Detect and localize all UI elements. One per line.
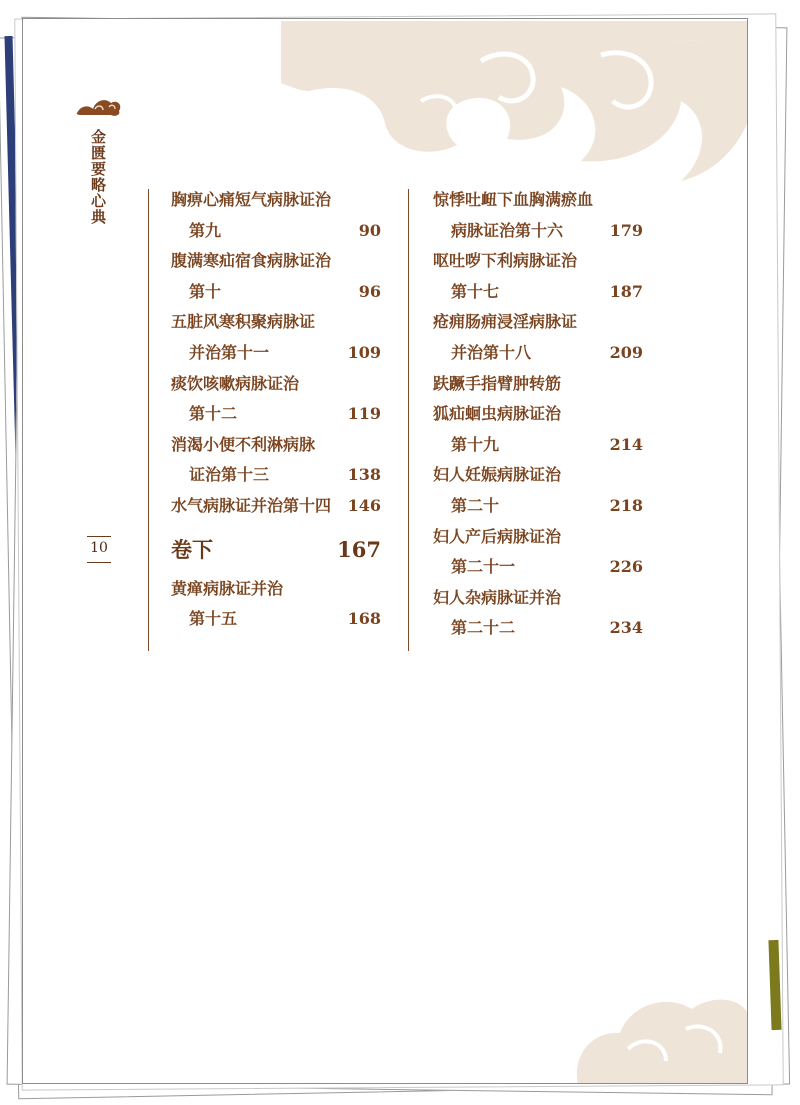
toc-entry-title: 妇人杂病脉证并治 [433, 587, 562, 607]
toc-entry-title: 五脏风寒积聚病脉证 [171, 312, 316, 332]
toc-entry-page: 109 [347, 342, 381, 362]
toc-entry [433, 307, 643, 338]
toc-entry-page: 146 [347, 495, 381, 515]
toc-entry-page: 226 [609, 557, 643, 577]
toc-entry-title: 黄瘅病脉证并治 [171, 578, 284, 598]
toc-entry [433, 369, 643, 400]
toc-entry [433, 583, 643, 614]
toc-entry-page: 90 [358, 220, 381, 240]
toc-entry [433, 430, 643, 461]
toc-entry-title: 并治第十八 [451, 342, 532, 362]
folio-rule-top [87, 536, 111, 537]
toc-entry [433, 399, 643, 430]
toc-entry-title: 痰饮咳嗽病脉证治 [171, 373, 300, 393]
book-title: 金匮要略心典 [89, 129, 107, 225]
toc-entry [433, 522, 643, 553]
folio-rule-bottom [87, 562, 111, 563]
toc-entry-title: 并治第十一 [189, 342, 270, 362]
toc-section-heading [171, 528, 381, 572]
toc-entry [171, 338, 381, 369]
toc-entry-title: 第二十 [451, 495, 500, 515]
toc-entry [433, 246, 643, 277]
toc-entry [171, 216, 381, 247]
toc-entry-title: 第十 [189, 281, 222, 301]
cloud-pattern-top [281, 21, 748, 191]
toc-entry-title: 证治第十三 [189, 465, 270, 485]
toc-entry [433, 216, 643, 247]
toc-entry-title: 第二十一 [451, 557, 516, 577]
toc-entry [171, 307, 381, 338]
toc-column-right [433, 185, 643, 644]
toc-entry [171, 277, 381, 308]
toc-entry-title: 妇人妊娠病脉证治 [433, 465, 562, 485]
toc-entry-title: 第十二 [189, 404, 238, 424]
toc-entry-title: 狐疝蛔虫病脉证治 [433, 404, 562, 424]
toc-entry [171, 246, 381, 277]
toc-entry [171, 574, 381, 605]
toc-entry [433, 185, 643, 216]
toc-entry-title: 病脉证治第十六 [451, 220, 564, 240]
toc-entry [433, 460, 643, 491]
toc-entry-title: 惊悸吐衄下血胸满瘀血 [433, 190, 594, 209]
toc-entry-title: 卷下 [171, 536, 213, 562]
toc-entry [171, 399, 381, 430]
column-rule-left [148, 189, 149, 651]
toc-entry-title: 胸痹心痛短气病脉证治 [171, 190, 332, 209]
cloud-ornament-icon [75, 95, 123, 117]
toc-entry-page: 179 [609, 220, 643, 240]
toc-entry-title: 第十五 [189, 609, 238, 629]
toc-entry [433, 552, 643, 583]
book-page [22, 18, 748, 1084]
toc-entry-title: 第九 [189, 220, 222, 240]
toc-entry-title: 消渴小便不利淋病脉 [171, 434, 316, 454]
toc-entry-title: 疮痈肠痈浸淫病脉证 [433, 312, 578, 332]
toc-entry-title: 趺蹶手指臂肿转筋 [433, 373, 562, 393]
page-number: 10 [90, 540, 108, 556]
toc-entry-page: 96 [358, 281, 381, 301]
toc-entry-page: 214 [609, 434, 643, 454]
toc-entry [171, 604, 381, 635]
toc-entry-page: 167 [337, 536, 381, 562]
toc-entry [433, 338, 643, 369]
toc-entry-title: 水气病脉证并治第十四 [171, 495, 332, 515]
toc-entry-page: 209 [609, 342, 643, 362]
toc-entry-page: 187 [609, 281, 643, 301]
toc-entry [433, 277, 643, 308]
toc-entry [171, 369, 381, 400]
toc-entry-title: 第十七 [451, 281, 500, 301]
toc-column-left [171, 185, 381, 635]
toc-entry-title: 妇人产后病脉证治 [433, 526, 562, 546]
toc-entry [171, 430, 381, 461]
cloud-pattern-bottom [568, 985, 748, 1084]
toc-entry-title: 第十九 [451, 434, 500, 454]
toc-entry [171, 491, 381, 522]
toc-entry-page: 218 [609, 495, 643, 515]
toc-entry [171, 185, 381, 216]
toc-entry-title: 第二十二 [451, 618, 516, 638]
toc-entry [171, 460, 381, 491]
toc-entry-page: 119 [347, 404, 381, 424]
toc-entry-page: 168 [347, 609, 381, 629]
toc-entry [433, 613, 643, 644]
column-rule-right [408, 189, 409, 651]
toc-entry [433, 491, 643, 522]
toc-entry-page: 138 [347, 465, 381, 485]
toc-entry-page: 234 [609, 618, 643, 638]
toc-entry-title: 呕吐哕下利病脉证治 [433, 251, 578, 271]
toc-entry-title: 腹满寒疝宿食病脉证治 [171, 251, 332, 271]
